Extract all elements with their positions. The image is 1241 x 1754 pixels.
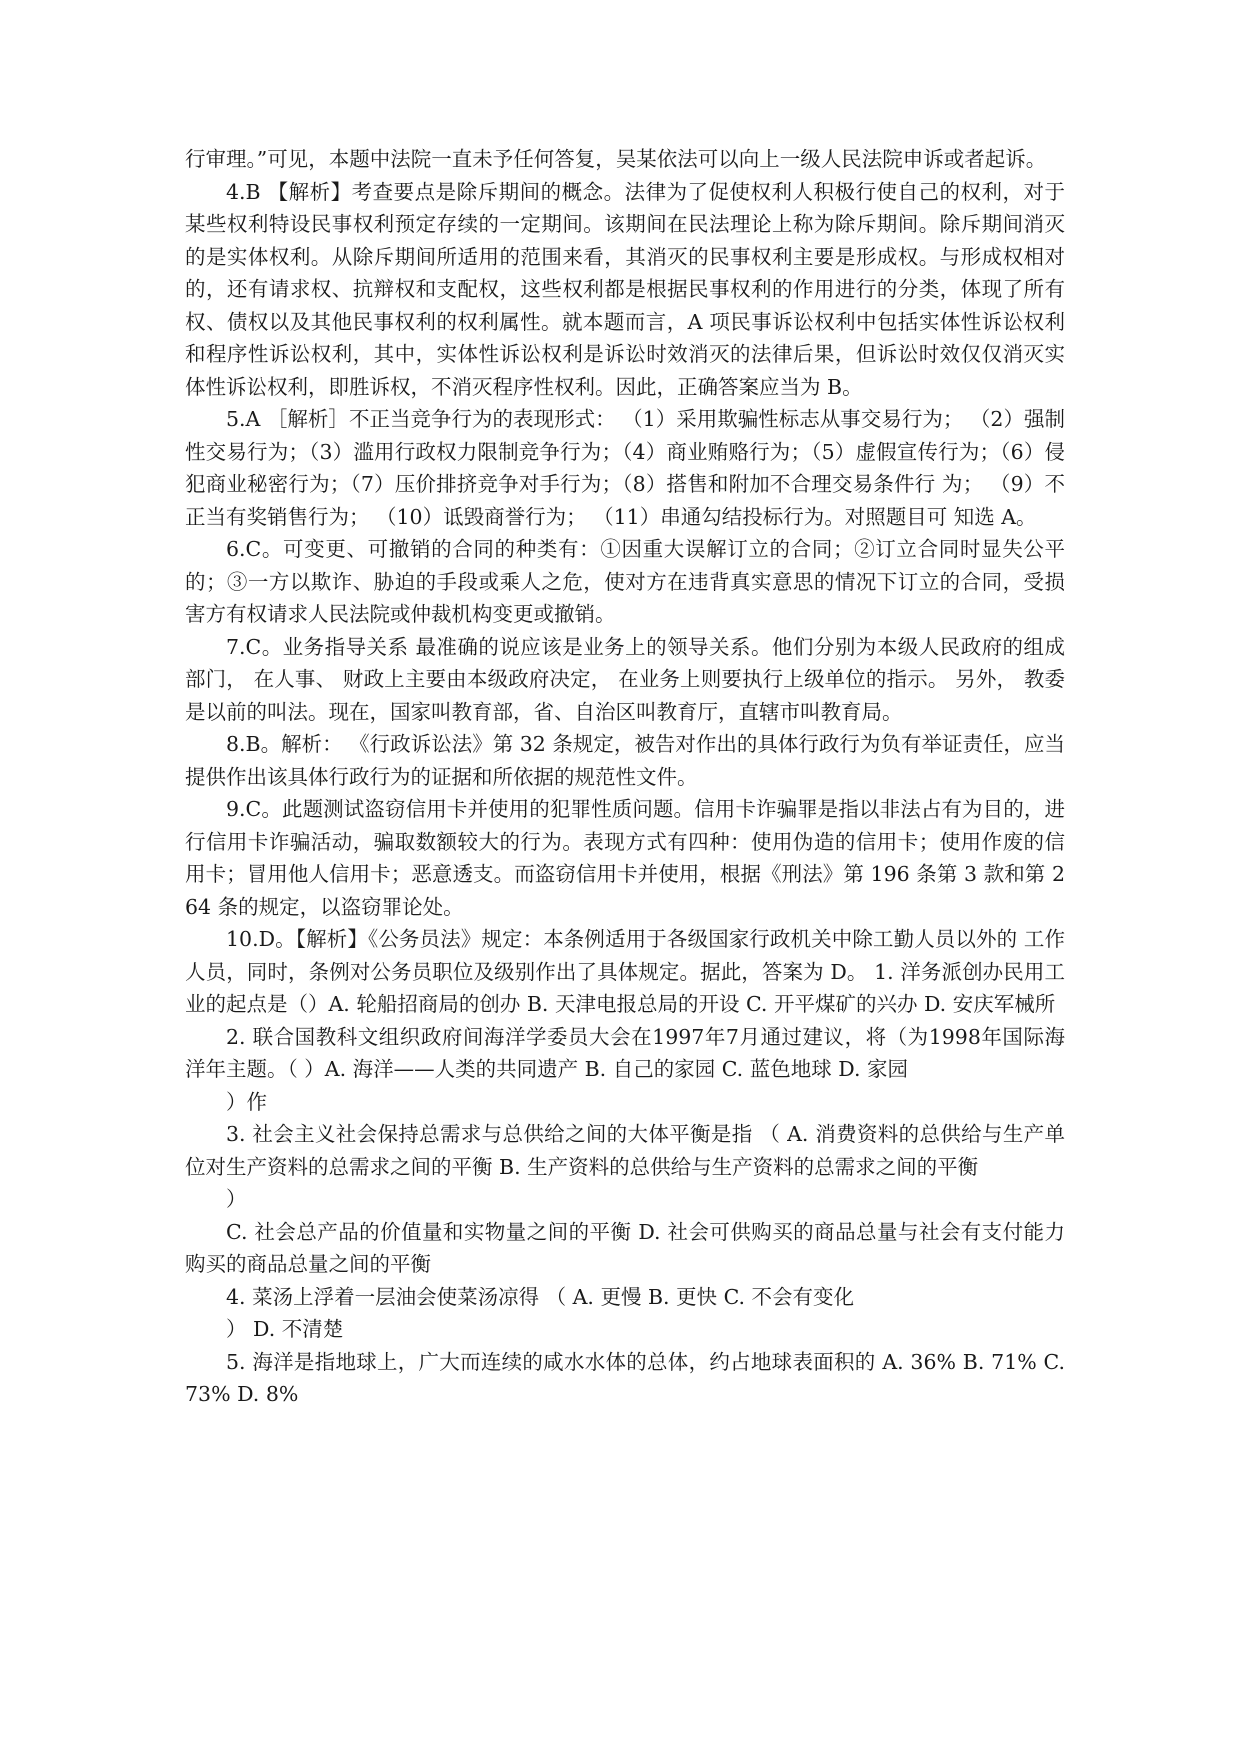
paragraph-question-4-fragment: ） D. 不清楚 — [226, 1317, 344, 1341]
paragraph-question-2: 2. 联合国教科文组织政府间海洋学委员大会在1997年7月通过建议，将（为1998年国际海洋年主题。（ ）A. 海洋——人类的共同遗产 B. 自己的家园 C. 蓝色地球 D. 家园 — [185, 1024, 1065, 1081]
paragraph-answer-5: 5.A ［解析］不正当竞争行为的表现形式： （1）采用欺骗性标志从事交易行为； （2）强制性交易行为；（3）滥用行政权力限制竞争行为；（4）商业贿赂行为；（5）虚假宣传行为；（6）侵犯商业秘密行为；（7）压价排挤竞争对手行为；（8）搭售和附加不合理交易条件行 为； （9）不正当有奖销售行为； （10）诋毁商誉行为； （11）串通勾结投标行为。对照题目可 知选 A。 — [185, 407, 1065, 529]
paragraph-answer-4: 4.B 【解析】考查要点是除斥期间的概念。法律为了促使权利人积极行使自己的权利，对于某些权利特设民事权利预定存续的一定期间。该期间在民法理论上称为除斥期间。除斥期间消灭的是实体权利。从除斥期间所适用的范围来看，其消灭的民事权利主要是形成权。与形成权相对的，还有请求权、抗辩权和支配权，这些权利都是根据民事权利的作用进行的分类，体现了所有权、债权以及其他民事权利的权利属性。就本题而言，A 项民事诉讼权利中包括实体性诉讼权利和程序性诉讼权利，其中，实体性诉讼权利是诉讼时效消灭的法律后果，但诉讼时效仅仅消灭实体性诉讼权利，即胜诉权，不消灭程序性权利。因此，正确答案应当为 B。 — [185, 179, 1065, 399]
paragraph-answer-3-continued: 行审理。”可见，本题中法院一直未予任何答复，吴某依法可以向上一级人民法院申诉或者起诉。 — [185, 147, 1047, 171]
paragraph-answer-8: 8.B。解析： 《行政诉讼法》第 32 条规定，被告对作出的具体行政行为负有举证责任，应当提供作出该具体行政行为的证据和所依据的规范性文件。 — [185, 732, 1065, 789]
paragraph-answer-6: 6.C。可变更、可撤销的合同的种类有：①因重大误解订立的合同；②订立合同时显失公平的；③一方以欺诈、胁迫的手段或乘人之危，使对方在违背真实意思的情况下订立的合同，受损害方有权请求人民法院或仲裁机构变更或撤销。 — [185, 537, 1065, 626]
paragraph-question-4: 4. 菜汤上浮着一层油会使菜汤凉得 （ A. 更慢 B. 更快 C. 不会有变化 — [226, 1284, 855, 1309]
paragraph-question-2-fragment: ）作 — [226, 1089, 267, 1114]
paragraph-question-3-options: C. 社会总产品的价值量和实物量之间的平衡 D. 社会可供购买的商品总量与社会有支付能力购买的商品总量之间的平衡 — [185, 1219, 1065, 1276]
paragraph-question-5: 5. 海洋是指地球上，广大而连续的咸水水体的总体，约占地球表面积的 A. 36% B. 71% C. 73% D. 8% — [185, 1349, 1065, 1406]
document-page — [185, 143, 1065, 1411]
paragraph-question-3: 3. 社会主义社会保持总需求与总供给之间的大体平衡是指 （ A. 消费资料的总供给与生产单位对生产资料的总需求之间的平衡 B. 生产资料的总供给与生产资料的总需求之间的平衡 — [185, 1122, 1065, 1179]
paragraph-question-3-fragment: ） — [226, 1187, 247, 1211]
paragraph-answer-7: 7.C。业务指导关系 最准确的说应该是业务上的领导关系。他们分别为本级人民政府的组成部门， 在人事、 财政上主要由本级政府决定， 在业务上则要执行上级单位的指示。 另外， 教委是以前的叫法。现在，国家叫教育部，省、自治区叫教育厅，直辖市叫教育局。 — [185, 634, 1065, 724]
paragraph-answer-9: 9.C。此题测试盗窃信用卡并使用的犯罪性质问题。信用卡诈骗罪是指以非法占有为目的，进行信用卡诈骗活动，骗取数额较大的行为。表现方式有四种：使用伪造的信用卡；使用作废的信用卡；冒用他人信用卡；恶意透支。而盗窃信用卡并使用，根据《刑法》第 196 条第 3 款和第 264 条的规定，以盗窃罪论处。 — [185, 797, 1065, 919]
paragraph-answer-10-and-question-1: 10.D。【解析】《公务员法》规定：本条例适用于各级国家行政机关中除工勤人员以外的 工作人员，同时，条例对公务员职位及级别作出了具体规定。据此，答案为 D。 1. 洋务派创办民用工业的起点是（）A. 轮船招商局的创办 B. 天津电报总局的开设 C. 开平煤矿的兴办 D. 安庆军械所 — [185, 927, 1065, 1016]
